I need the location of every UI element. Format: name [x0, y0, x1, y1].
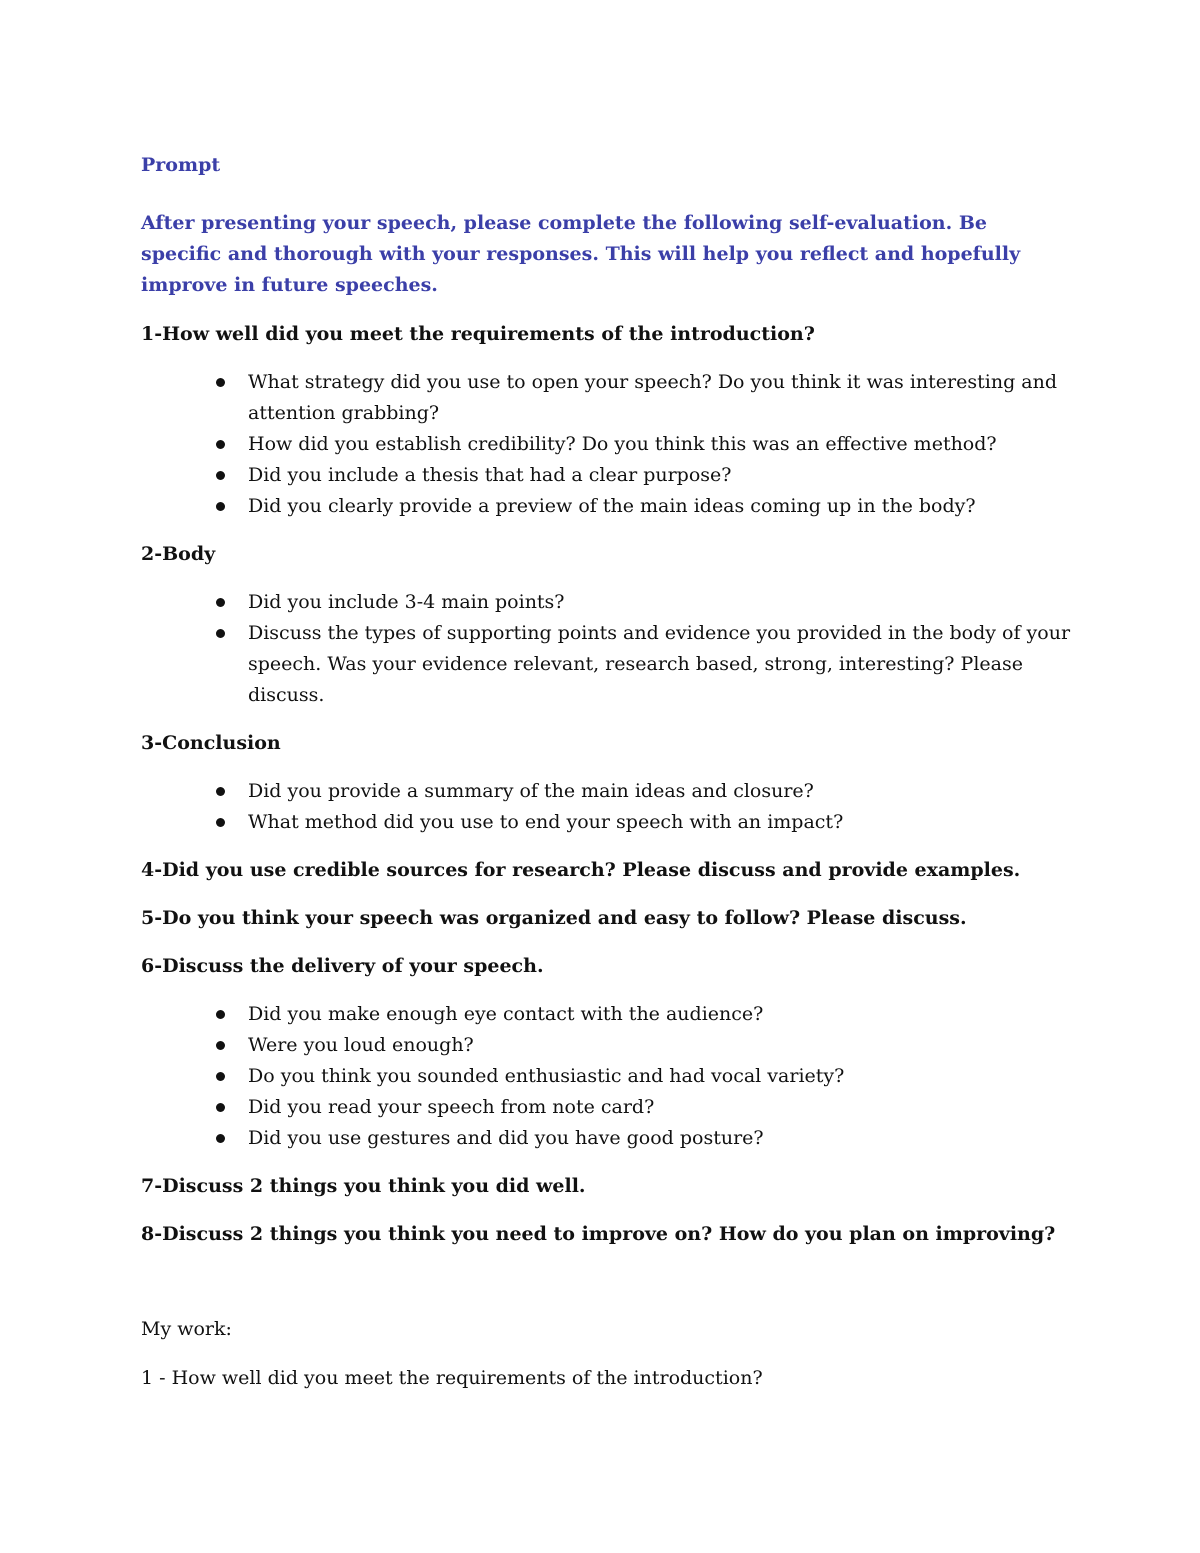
question-heading: 3-Conclusion — [141, 732, 281, 754]
question-section-3 — [141, 728, 1071, 838]
document-page — [141, 150, 1071, 1394]
bullet-item: What strategy did you use to open your speech? Do you think it was interesting and attention grabbing? — [141, 367, 1071, 429]
bullet-item: Did you include 3-4 main points? — [141, 587, 1071, 618]
bullet-icon — [216, 818, 225, 827]
bullet-icon — [216, 787, 225, 796]
bullet-item: Discuss the types of supporting points and evidence you provided in the body of your speech. Was your evidence relevant, research based, strong, interesting? Please discuss. — [141, 618, 1071, 711]
bullet-icon — [216, 1041, 225, 1050]
bullet-icon — [216, 1134, 225, 1143]
my-work-question-1: 1 - How well did you meet the requirements of the introduction? — [141, 1367, 763, 1389]
bullet-item: Were you loud enough? — [141, 1030, 1071, 1061]
bullet-icon — [216, 440, 225, 449]
bullet-icon — [216, 629, 225, 638]
bullet-icon — [216, 1072, 225, 1081]
question-section-6 — [141, 951, 1071, 1154]
bullet-list — [141, 367, 1071, 522]
question-heading-8: 8-Discuss 2 things you think you need to improve on? How do you plan on improving? — [141, 1223, 1056, 1245]
bullet-item: Did you include a thesis that had a clear purpose? — [141, 460, 1071, 491]
question-heading-4: 4-Did you use credible sources for research? Please discuss and provide examples. — [141, 859, 1021, 881]
question-section-1 — [141, 319, 1071, 522]
question-heading-5: 5-Do you think your speech was organized and easy to follow? Please discuss. — [141, 907, 967, 929]
bullet-item: Did you clearly provide a preview of the main ideas coming up in the body? — [141, 491, 1071, 522]
bullet-list — [141, 999, 1071, 1154]
bullet-item: Did you make enough eye contact with the audience? — [141, 999, 1071, 1030]
bullet-item: Did you use gestures and did you have good posture? — [141, 1123, 1071, 1154]
prompt-instructions: After presenting your speech, please complete the following self-evaluation. Be specific and thorough with your responses. This will help you reflect and hopefully improve in future speeches. — [141, 212, 1021, 296]
question-heading-7: 7-Discuss 2 things you think you did well. — [141, 1175, 586, 1197]
bullet-icon — [216, 598, 225, 607]
my-work-label: My work: — [141, 1318, 232, 1340]
question-section-2 — [141, 539, 1071, 711]
bullet-icon — [216, 378, 225, 387]
bullet-icon — [216, 1103, 225, 1112]
bullet-icon — [216, 1010, 225, 1019]
question-heading: 2-Body — [141, 543, 216, 565]
question-heading: 1-How well did you meet the requirements of the introduction? — [141, 323, 815, 345]
prompt-title: Prompt — [141, 154, 221, 176]
bullet-item: What method did you use to end your speech with an impact? — [141, 807, 1071, 838]
bullet-item: How did you establish credibility? Do you think this was an effective method? — [141, 429, 1071, 460]
bullet-list — [141, 776, 1071, 838]
bullet-icon — [216, 502, 225, 511]
bullet-list — [141, 587, 1071, 711]
bullet-item: Did you read your speech from note card? — [141, 1092, 1071, 1123]
bullet-icon — [216, 471, 225, 480]
bullet-item: Do you think you sounded enthusiastic and had vocal variety? — [141, 1061, 1071, 1092]
bullet-item: Did you provide a summary of the main ideas and closure? — [141, 776, 1071, 807]
question-heading: 6-Discuss the delivery of your speech. — [141, 955, 544, 977]
